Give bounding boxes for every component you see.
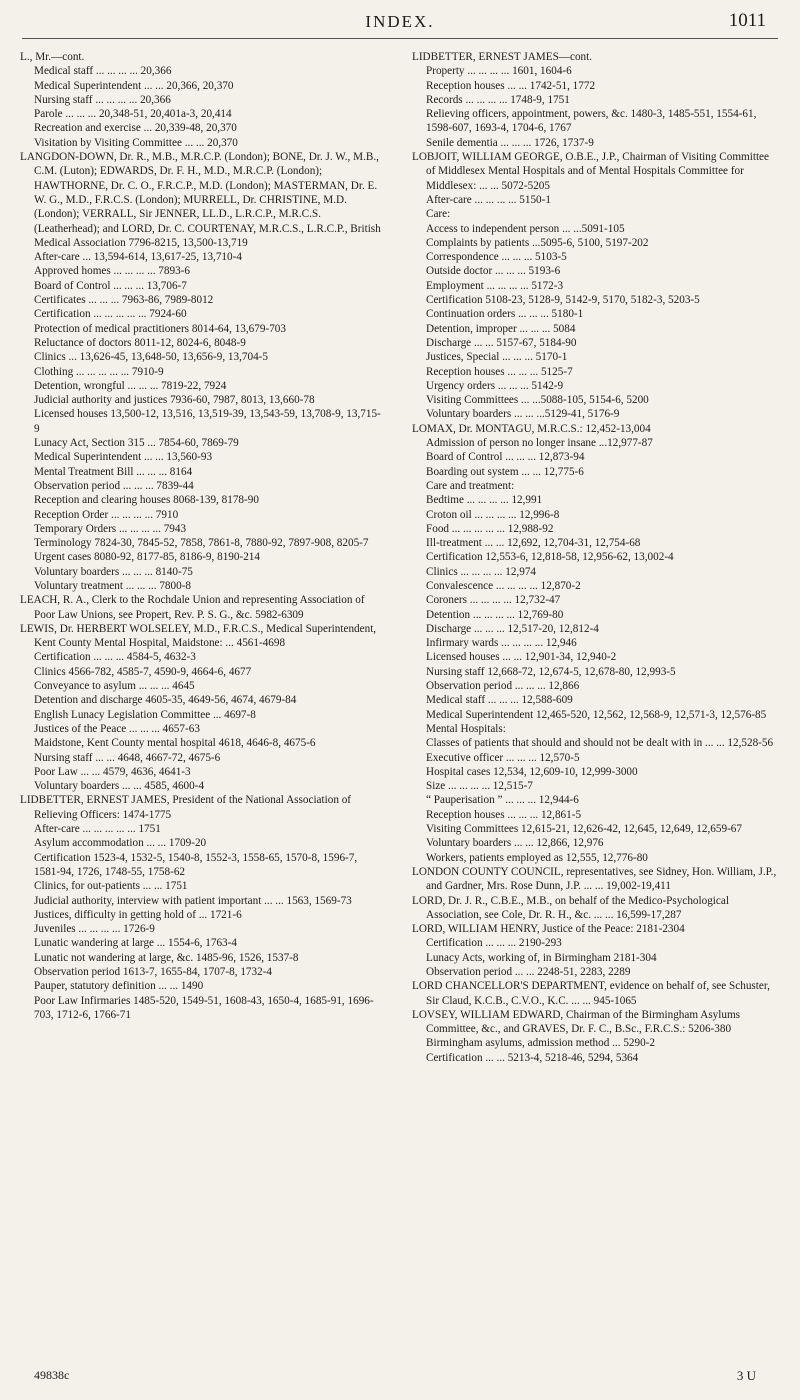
index-subentry: Clinics ... ... ... ... 12,974	[426, 565, 537, 578]
index-subentry: Medical staff ... ... ... 12,588-609	[426, 694, 573, 707]
index-subentry: Certification 5108-23, 5128-9, 5142-9, 5170, 5182-3, 5203-5	[426, 294, 700, 307]
index-subentry: Clothing ... ... ... ... ... 7910-9	[34, 365, 164, 378]
page-title: INDEX.	[365, 12, 435, 31]
index-subentry: Records ... ... ... ... 1748-9, 1751	[426, 93, 570, 106]
index-subentry: Poor Law Infirmaries 1485-520, 1549-51, 1608-43, 1650-4, 1685-91, 1696-703, 1712-6, 1766-71	[34, 994, 374, 1021]
index-subentry: Lunatic wandering at large ... 1554-6, 1763-4	[34, 937, 237, 950]
index-subentry: Care:	[426, 208, 451, 221]
index-entry-heading: LOBJOIT, WILLIAM GEORGE, O.B.E., J.P., Chairman of Visiting Committee of Middlesex Mental Hospitals and of Mental Hospitals Committee for Middlesex: ... ... 5072-5205	[412, 151, 769, 192]
index-subentry: Executive officer ... ... ... 12,570-5	[426, 751, 580, 764]
index-subentry: Detention ... ... ... ... 12,769-80	[426, 608, 564, 621]
index-subentry: Visiting Committees 12,615-21, 12,626-42, 12,645, 12,649, 12,659-67	[426, 823, 742, 836]
index-subentry: Judicial authority and justices 7936-60, 7987, 8013, 13,660-78	[34, 394, 315, 407]
index-subentry: Detention and discharge 4605-35, 4649-56, 4674, 4679-84	[34, 694, 297, 707]
index-subentry: Lunacy Act, Section 315 ... 7854-60, 7869-79	[34, 437, 239, 450]
index-subentry: Admission of person no longer insane ...12,977-87	[426, 437, 653, 450]
index-subentry: Discharge ... ... ... 12,517-20, 12,812-4	[426, 622, 599, 635]
index-subentry: Reception Order ... ... ... ... 7910	[34, 508, 179, 521]
index-entry-heading: LOVSEY, WILLIAM EDWARD, Chairman of the Birmingham Asylums Committee, &c., and GRAVES, Dr. F. C., B.Sc., F.R.C.S.: 5206-380	[412, 1008, 741, 1036]
index-subentry: Juveniles ... ... ... ... 1726-9	[34, 923, 155, 936]
index-subentry: Asylum accommodation ... ... 1709-20	[34, 837, 207, 850]
index-subentry: Medical Superintendent ... ... 13,560-93	[34, 451, 213, 464]
index-subentry: Certification ... ... ... 2190-293	[426, 937, 562, 950]
index-subentry: Voluntary boarders ... ... ...5129-41, 5176-9	[426, 408, 620, 421]
index-subentry: Bedtime ... ... ... ... 12,991	[426, 494, 543, 507]
index-subentry: Voluntary treatment ... ... ... 7800-8	[34, 579, 192, 592]
index-subentry: Observation period ... ... ... 12,866	[426, 680, 580, 693]
index-subentry: Access to independent person ... ...5091-105	[426, 222, 625, 235]
index-subentry: Care and treatment:	[426, 479, 515, 492]
index-subentry: Nursing staff ... ... ... ... 20,366	[34, 93, 171, 106]
index-subentry: Senile dementia ... ... ... 1726, 1737-9	[426, 136, 594, 149]
index-subentry: After-care ... ... ... ... ... 1751	[34, 823, 161, 836]
index-subentry: Size ... ... ... ... 12,515-7	[426, 780, 533, 793]
index-entry-heading: LORD, Dr. J. R., C.B.E., M.B., on behalf of the Medico-Psychological Association, see Cole, Dr. R. H., &c. ... ... 16,599-17,287	[412, 894, 729, 921]
index-subentry: Certification ... ... ... ... ... 7924-60	[34, 308, 187, 321]
index-subentry: Urgent cases 8080-92, 8177-85, 8186-9, 8190-214	[34, 551, 260, 564]
index-subentry: Visitation by Visiting Committee ... ... 20,370	[34, 136, 238, 149]
index-subentry: Voluntary boarders ... ... 4585, 4600-4	[34, 780, 205, 793]
index-entry-heading: LANGDON-DOWN, Dr. R., M.B., M.R.C.P. (London); BONE, Dr. J. W., M.B., C.M. (Luton); EDWARDS, Dr. F. H., M.D., M.R.C.P. (London); HAWTHORNE, Dr. C. O., F.R.C.P., M.D. (London); MASTERMAN, Dr. E. W. G., M.D., F.R.C.S. (London); MURRELL, Dr. CHRISTINE, M.D. (London); VERRALL, Sir JENNER, LL.D., L.R.C.P., M.R.C.S. (Leatherhead); and LORD, Dr. C. COURTENAY, M.R.C.S., L.R.C.P., British Medical Association 7796-8215, 13,500-13,719	[20, 151, 381, 249]
index-subentry: Medical Superintendent 12,465-520, 12,562, 12,568-9, 12,571-3, 12,576-85	[426, 708, 767, 721]
index-subentry: Birmingham asylums, admission method ... 5290-2	[426, 1037, 656, 1050]
index-subentry: Nursing staff 12,668-72, 12,674-5, 12,678-80, 12,993-5	[426, 665, 676, 678]
index-subentry: Poor Law ... ... 4579, 4636, 4641-3	[34, 765, 191, 778]
index-subentry: Infirmary wards ... ... ... ... 12,946	[426, 637, 577, 650]
index-subentry: Licensed houses 13,500-12, 13,516, 13,519-39, 13,543-59, 13,708-9, 13,715-9	[34, 408, 381, 435]
index-entry-heading: LOMAX, Dr. MONTAGU, M.R.C.S.: 12,452-13,004	[412, 422, 651, 435]
index-subentry: Lunatic not wandering at large, &c. 1485-96, 1526, 1537-8	[34, 951, 299, 964]
index-subentry: Nursing staff ... ... 4648, 4667-72, 4675-6	[34, 751, 221, 764]
index-subentry: Recreation and exercise ... 20,339-48, 20,370	[34, 122, 237, 135]
print-code: 49838c	[34, 1368, 70, 1382]
index-subentry: Board of Control ... ... ... 13,706-7	[34, 279, 187, 292]
index-subentry: Licensed houses ... ... 12,901-34, 12,940-2	[426, 651, 617, 664]
index-subentry: Observation period 1613-7, 1655-84, 1707-8, 1732-4	[34, 966, 273, 978]
index-subentry: Observation period ... ... 2248-51, 2283, 2289	[426, 966, 631, 978]
index-subentry: Continuation orders ... ... ... 5180-1	[426, 308, 584, 321]
index-subentry: Maidstone, Kent County mental hospital 4618, 4646-8, 4675-6	[34, 737, 316, 750]
index-subentry: Reception houses ... ... ... 12,861-5	[426, 808, 582, 821]
header-rule	[22, 38, 778, 39]
index-subentry: Ill-treatment ... ... 12,692, 12,704-31, 12,754-68	[426, 537, 641, 550]
index-entry-heading: L., Mr.—cont.	[20, 51, 85, 63]
index-entry-heading: LONDON COUNTY COUNCIL, representatives, see Sidney, Hon. William, J.P., and Gardner, Mrs. Rose Dunn, J.P. ... ... 19,002-19,411	[412, 865, 777, 893]
index-subentry: Outside doctor ... ... ... 5193-6	[426, 265, 561, 278]
index-entry-heading: LORD, WILLIAM HENRY, Justice of the Peace: 2181-2304	[412, 923, 685, 936]
index-subentry: Justices of the Peace ... ... ... 4657-63	[34, 722, 200, 735]
index-subentry: Clinics, for out-patients ... ... 1751	[34, 880, 188, 893]
index-subentry: Discharge ... ... 5157-67, 5184-90	[426, 336, 577, 349]
index-subentry: Correspondence ... ... ... 5103-5	[426, 251, 567, 264]
index-subentry: Coroners ... ... ... ... 12,732-47	[426, 594, 561, 607]
index-subentry: Employment ... ... ... ... 5172-3	[426, 279, 564, 292]
index-subentry: Certification 12,553-6, 12,818-58, 12,956-62, 13,002-4	[426, 551, 674, 564]
index-entry-heading: LIDBETTER, ERNEST JAMES—cont.	[412, 51, 593, 63]
index-subentry: Convalescence ... ... ... ... 12,870-2	[426, 579, 581, 592]
index-subentry: Board of Control ... ... ... 12,873-94	[426, 451, 585, 464]
index-subentry: Food ... ... ... ... ... 12,988-92	[426, 522, 554, 535]
index-subentry: Protection of medical practitioners 8014-64, 13,679-703	[34, 322, 286, 335]
index-subentry: Clinics ... 13,626-45, 13,648-50, 13,656-9, 13,704-5	[34, 351, 268, 364]
signature-mark: 3 U	[736, 1368, 756, 1383]
index-subentry: Certification ... ... ... 4584-5, 4632-3	[34, 651, 196, 664]
index-subentry: Approved homes ... ... ... ... 7893-6	[34, 265, 190, 278]
index-subentry: Reception houses ... ... ... 5125-7	[426, 365, 573, 378]
index-subentry: Justices, Special ... ... ... 5170-1	[426, 351, 568, 364]
index-subentry: Medical staff ... ... ... ... 20,366	[34, 65, 172, 78]
index-subentry: Voluntary boarders ... ... 12,866, 12,976	[426, 837, 604, 850]
index-subentry: Parole ... ... ... 20,348-51, 20,401a-3, 20,414	[34, 108, 232, 121]
index-subentry: Voluntary boarders ... ... ... 8140-75	[34, 565, 193, 578]
index-subentry: Reluctance of doctors 8011-12, 8024-6, 8048-9	[34, 336, 246, 349]
index-subentry: Mental Hospitals:	[426, 722, 506, 735]
index-subentry: Justices, difficulty in getting hold of ... 1721-6	[34, 908, 242, 921]
index-subentry: Property ... ... ... ... 1601, 1604-6	[426, 65, 572, 78]
left-column	[20, 50, 386, 1022]
index-subentry: Workers, patients employed as 12,555, 12,776-80	[426, 851, 648, 864]
index-subentry: “ Pauperisation ” ... ... ... 12,944-6	[426, 794, 579, 807]
index-subentry: Detention, wrongful ... ... ... 7819-22, 7924	[34, 379, 227, 392]
index-subentry: Complaints by patients ...5095-6, 5100, 5197-202	[426, 236, 649, 249]
index-subentry: Croton oil ... ... ... ... 12,996-8	[426, 508, 560, 521]
index-subentry: Visiting Committees ... ...5088-105, 5154-6, 5200	[426, 394, 649, 407]
index-subentry: Relieving officers, appointment, powers, &c. 1480-3, 1485-551, 1554-61, 1598-607, 1693-4, 1704-6, 1767	[426, 108, 757, 135]
index-subentry: Classes of patients that should and should not be dealt with in ... ... 12,528-56	[426, 737, 774, 750]
page-number: 1011	[728, 10, 766, 31]
right-column	[412, 50, 778, 1065]
index-subentry: Lunacy Acts, working of, in Birmingham 2181-304	[426, 951, 657, 964]
index-subentry: Observation period ... ... ... 7839-44	[34, 479, 194, 492]
index-subentry: Certification 1523-4, 1532-5, 1540-8, 1552-3, 1558-65, 1570-8, 1596-7, 1581-94, 1726, 1748-55, 1758-62	[34, 851, 358, 878]
index-entry-heading: LIDBETTER, ERNEST JAMES, President of the National Association of Relieving Officers: 1474-1775	[20, 794, 352, 821]
index-subentry: Judicial authority, interview with patient important ... ... 1563, 1569-73	[34, 894, 352, 907]
index-subentry: Medical Superintendent ... ... 20,366, 20,370	[34, 79, 234, 92]
index-subentry: Temporary Orders ... ... ... ... 7943	[34, 522, 187, 535]
index-entry-heading: LORD CHANCELLOR'S DEPARTMENT, evidence on behalf of, see Schuster, Sir Claud, K.C.B., C.V.O., K.C. ... ... 945-1065	[412, 980, 770, 1007]
index-subentry: English Lunacy Legislation Committee ... 4697-8	[34, 708, 256, 721]
index-subentry: After-care ... ... ... ... 5150-1	[426, 193, 551, 206]
index-subentry: Certification ... ... 5213-4, 5218-46, 5294, 5364	[426, 1051, 639, 1064]
index-entry-heading: LEACH, R. A., Clerk to the Rochdale Union and representing Association of Poor Law Unions, see Propert, Rev. P. S. G., &c. 5982-6309	[20, 594, 365, 621]
index-subentry: Reception and clearing houses 8068-139, 8178-90	[34, 494, 259, 507]
index-subentry: Pauper, statutory definition ... ... 1490	[34, 980, 204, 993]
index-subentry: Mental Treatment Bill ... ... ... 8164	[34, 465, 193, 478]
index-subentry: Clinics 4566-782, 4585-7, 4590-9, 4664-6, 4677	[34, 665, 252, 678]
index-subentry: Boarding out system ... ... 12,775-6	[426, 465, 584, 478]
index-subentry: After-care ... 13,594-614, 13,617-25, 13,710-4	[34, 251, 242, 264]
index-subentry: Certificates ... ... ... 7963-86, 7989-8012	[34, 294, 214, 307]
index-subentry: Hospital cases 12,534, 12,609-10, 12,999-3000	[426, 765, 638, 778]
index-subentry: Terminology 7824-30, 7845-52, 7858, 7861-8, 7880-92, 7897-908, 8205-7	[34, 537, 369, 550]
index-subentry: Reception houses ... ... 1742-51, 1772	[426, 79, 596, 92]
index-entry-heading: LEWIS, Dr. HERBERT WOLSELEY, M.D., F.R.C.S., Medical Superintendent, Kent County Mental Hospital, Maidstone: ... 4561-4698	[20, 622, 377, 650]
index-subentry: Urgency orders ... ... ... 5142-9	[426, 379, 564, 392]
index-subentry: Conveyance to asylum ... ... ... 4645	[34, 680, 195, 693]
index-subentry: Detention, improper ... ... ... 5084	[426, 322, 576, 335]
